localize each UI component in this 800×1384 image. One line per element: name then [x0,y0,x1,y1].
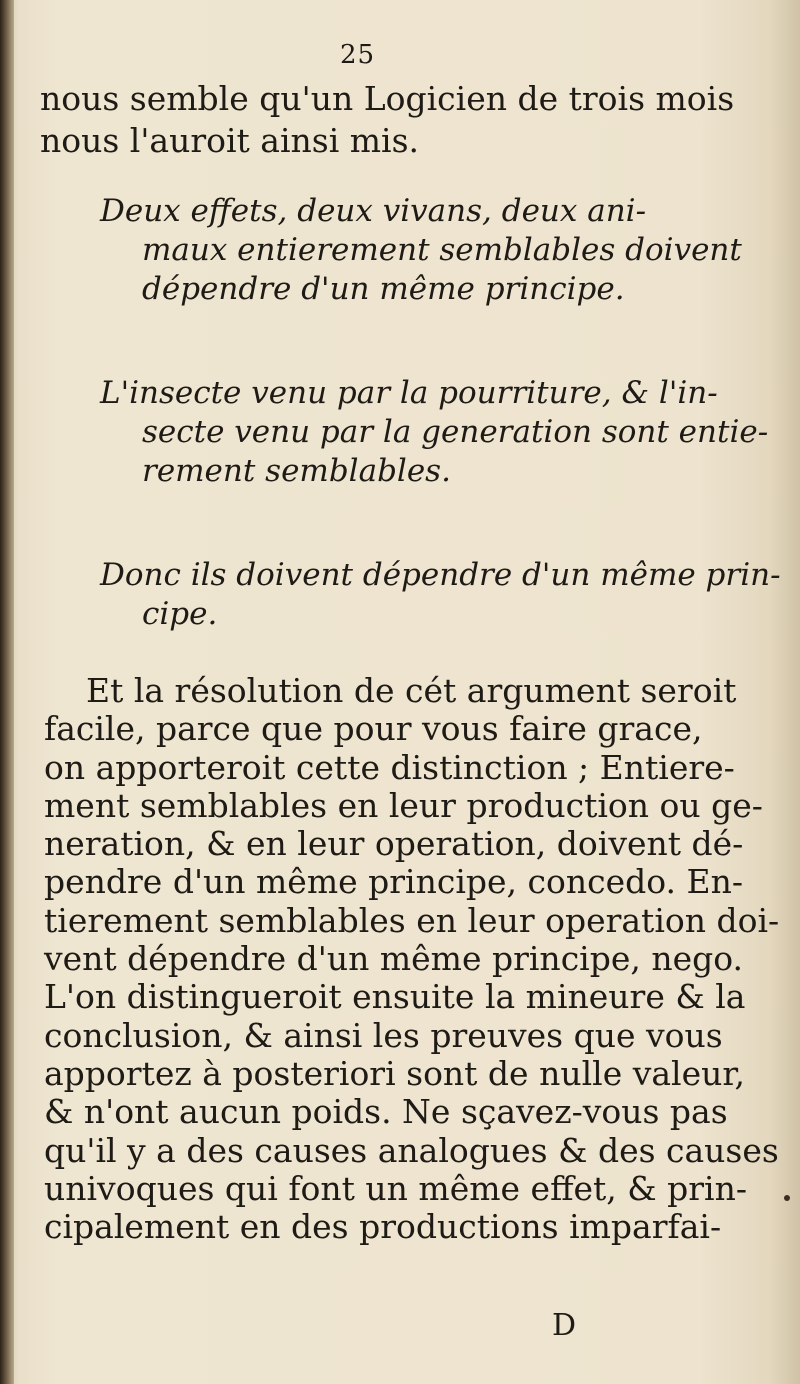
catchword-signature: D [552,1308,577,1343]
page-number: 25 [340,40,376,70]
page-binding-edge [0,0,14,1384]
syllogism-minor-premise [100,374,769,491]
syllogism-major-premise [100,192,742,309]
text-line: nous semble qu'un Logicien de trois mois [40,79,735,118]
text-line: conclusion, & ainsi les preuves que vous [44,1015,723,1055]
text-line: on apporteroit cette distinction ; Entiere- [44,747,735,787]
text-line: nous l'auroit ainsi mis. [40,121,420,160]
text-line: maux entierement semblables doivent [142,232,742,268]
text-line: vent dépendre d'un même principe, nego. [44,939,744,979]
text-line: Donc ils doivent dépendre d'un même prin- [100,557,781,593]
text-line: L'on distingueroit ensuite la mineure & la [44,977,746,1017]
text-line: neration, & en leur operation, doivent dé- [44,824,744,864]
text-line: rement semblables. [142,453,451,489]
text-line: cipalement en des productions imparfai- [44,1207,722,1247]
text-line: facile, parce que pour vous faire grace, [44,709,703,749]
text-line: univoques qui font un même effet, & prin- [44,1168,748,1208]
text-line: cipe. [142,596,218,632]
intro-paragraph [40,78,735,162]
ink-speck-decoration [784,1195,790,1201]
text-line: pendre d'un même principe, concedo. En- [44,862,744,902]
text-line: apportez à posteriori sont de nulle valeur, [44,1053,746,1093]
text-line: qu'il y a des causes analogues & des causes [44,1130,779,1170]
text-line: L'insecte venu par la pourriture, & l'in- [100,375,718,411]
text-line: & n'ont aucun poids. Ne sçavez-vous pas [44,1092,728,1132]
text-line: Deux effets, deux vivans, deux ani- [100,193,647,229]
syllogism-conclusion [100,556,781,634]
text-line: tierement semblables en leur operation doi- [44,900,780,940]
text-line: Et la résolution de cét argument seroit [86,671,737,710]
text-line: dépendre d'un même principe. [142,271,625,307]
text-line: secte venu par la generation sont entie- [142,414,769,450]
body-paragraph [44,671,780,1247]
text-line: ment semblables en leur production ou ge- [44,785,763,825]
